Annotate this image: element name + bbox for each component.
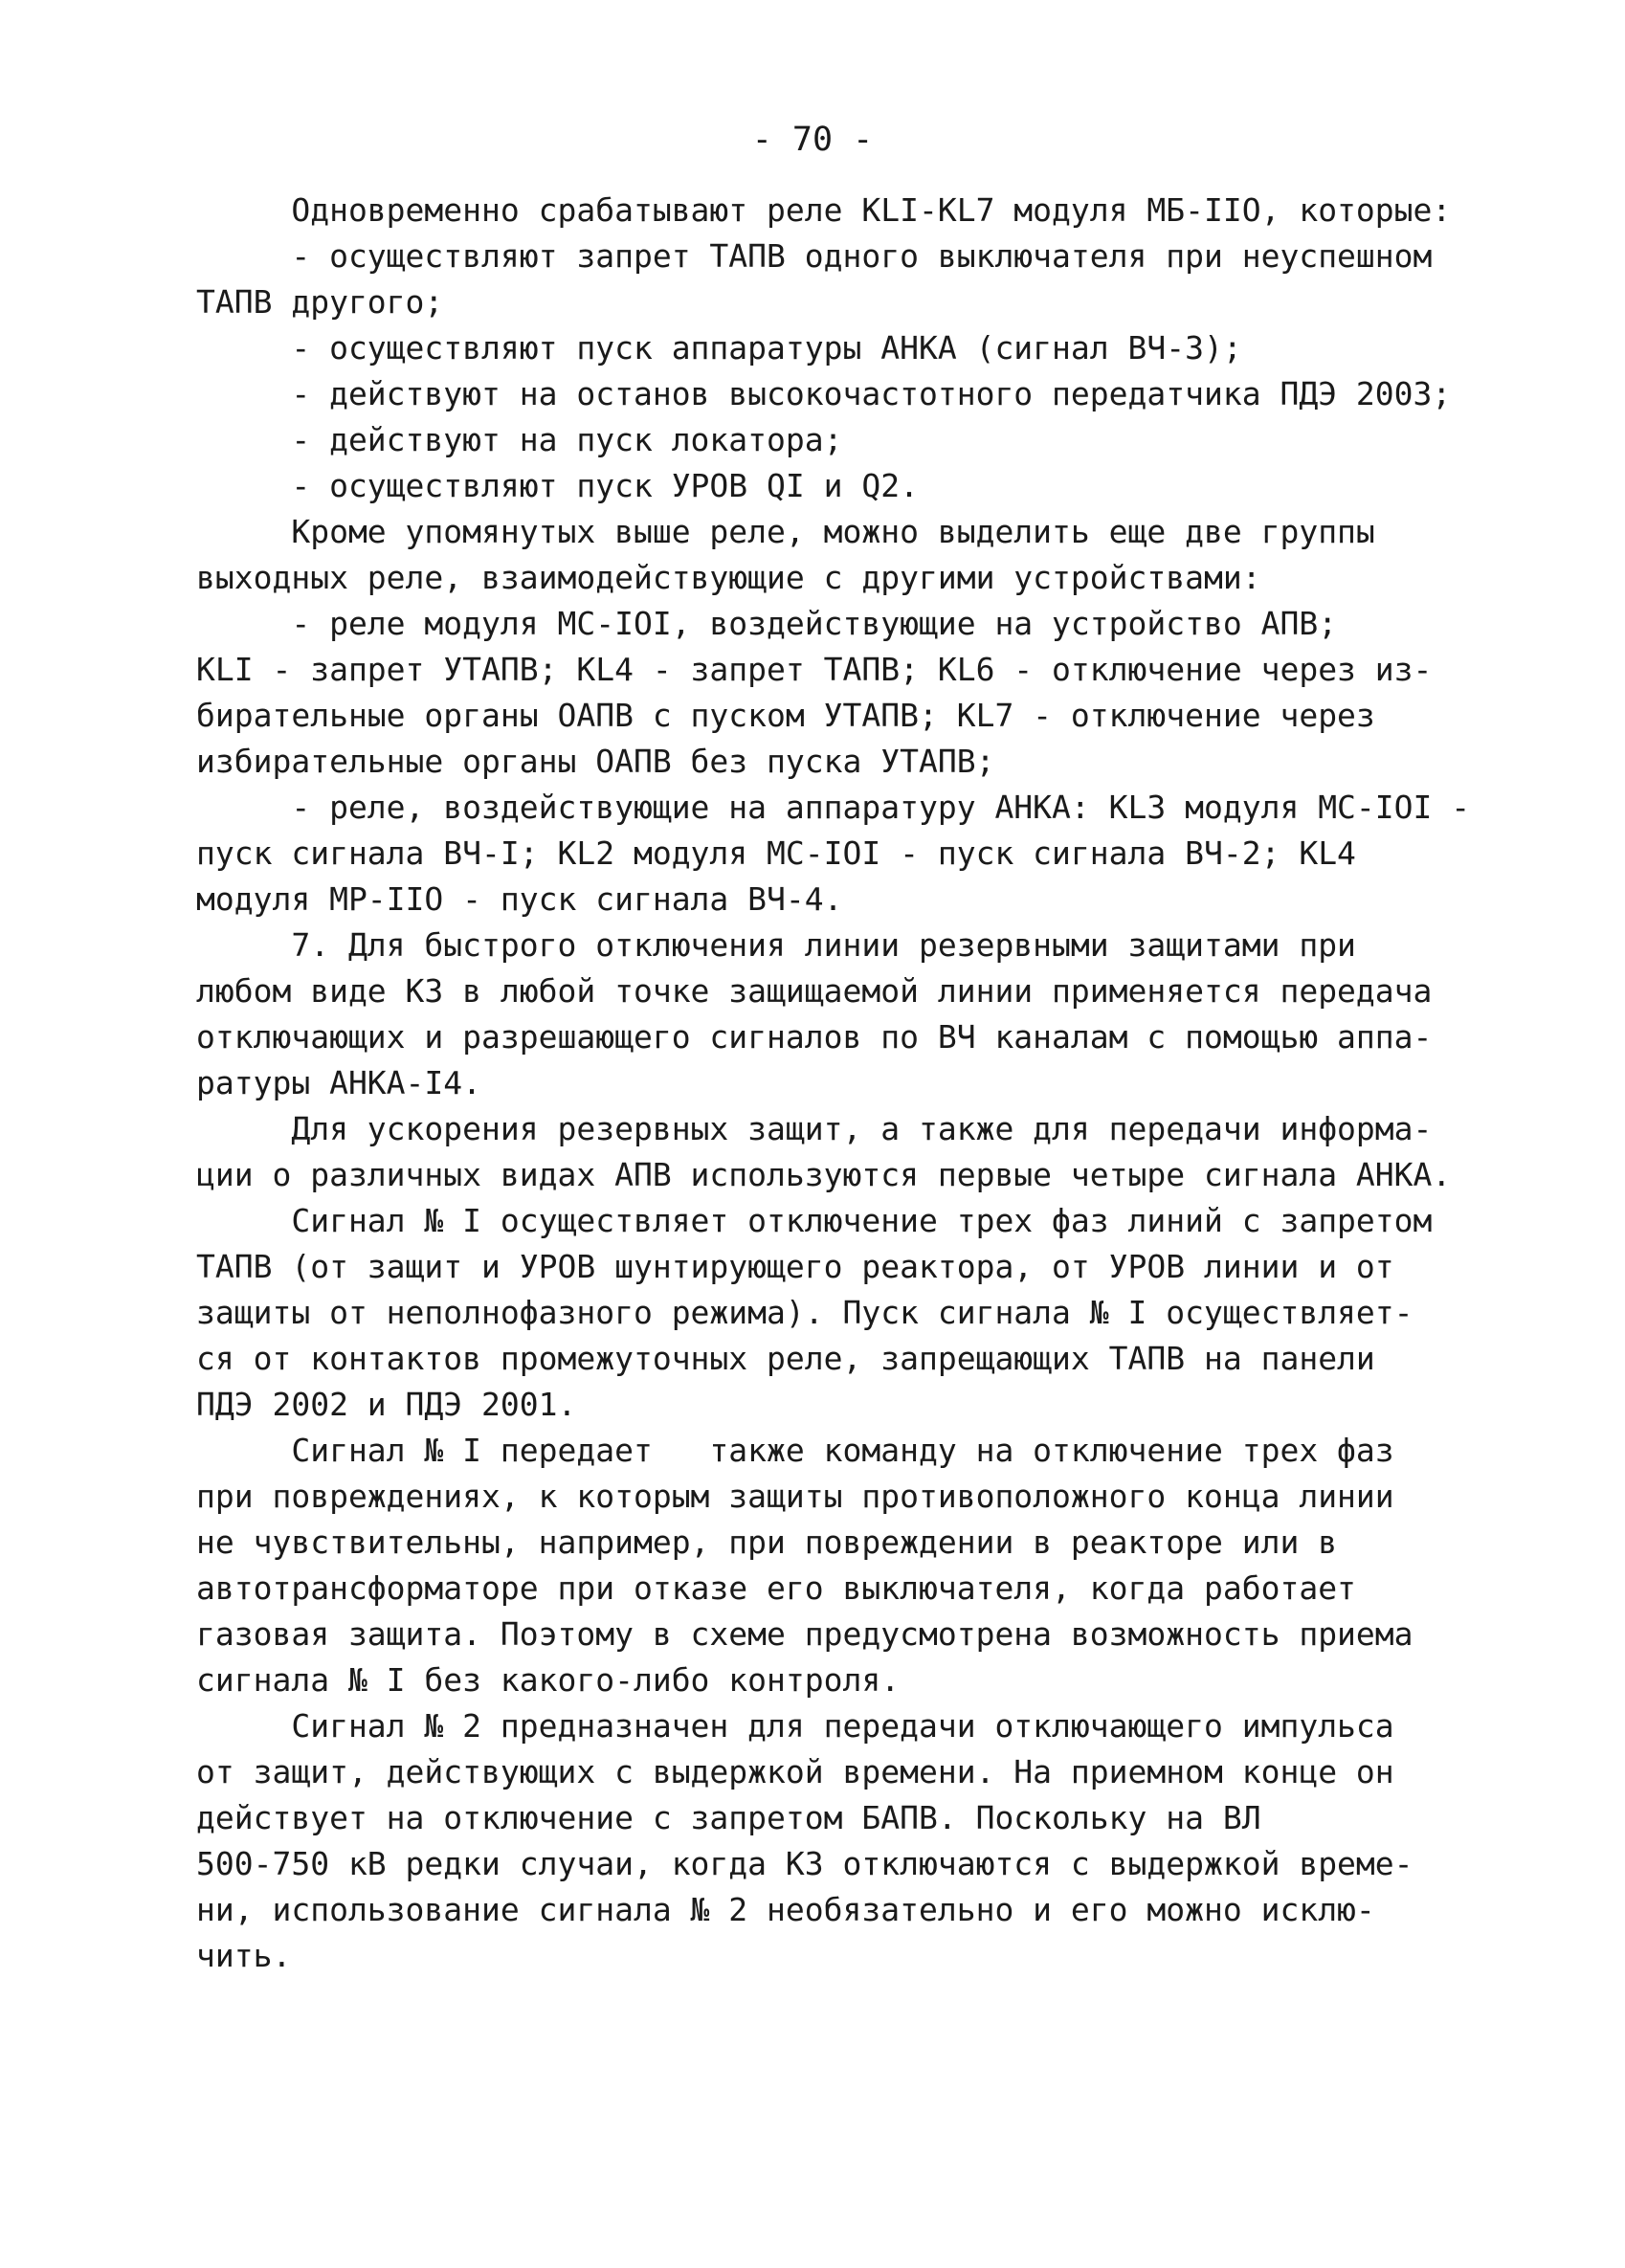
text-line: избирательные органы ОАПВ без пуска УТАПВ; [196,743,995,780]
text-line: Сигнал № I осуществляет отключение трех фаз линий с запретом [196,1202,1433,1239]
text-line: ТАПВ другого; [196,283,444,321]
text-line: - осуществляют запрет ТАПВ одного выключателя при неуспешном [196,237,1433,275]
text-line: Для ускорения резервных защит, а также для передачи информа- [196,1110,1433,1147]
text-line: - действуют на пуск локатора; [196,421,843,458]
text-line: Кроме упомянутых выше реле, можно выделить еще две группы [196,513,1375,550]
text-line: Сигнал № I передает также команду на отключение трех фаз [196,1432,1394,1469]
text-line: - действуют на останов высокочастотного передатчика ПДЭ 2003; [196,375,1452,412]
text-line: 500-750 кВ редки случаи, когда КЗ отключаются с выдержкой време- [196,1845,1414,1882]
text-line: чить. [196,1937,292,1974]
text-line: ратуры АНКА-I4. [196,1064,482,1101]
text-line: - реле, воздействующие на аппаратуру АНКА: KL3 модуля МС-IOI - [196,789,1471,826]
text-line: ТАПВ (от защит и УРОВ шунтирующего реактора, от УРОВ линии и от [196,1248,1394,1285]
text-line: любом виде КЗ в любой точке защищаемой линии применяется передача [196,972,1433,1010]
text-line: газовая защита. Поэтому в схеме предусмотрена возможность приема [196,1615,1414,1653]
text-line: Сигнал № 2 предназначен для передачи отключающего импульса [196,1707,1394,1745]
page-number: - 70 - [751,121,874,159]
text-line: не чувствительны, например, при повреждении в реакторе или в [196,1523,1338,1561]
text-line: ции о различных видах АПВ используются первые четыре сигнала АНКА. [196,1156,1452,1193]
text-line: ся от контактов промежуточных реле, запрещающих ТАПВ на панели [196,1340,1375,1377]
text-line: KLI - запрет УТАПВ; KL4 - запрет ТАПВ; KL6 - отключение через из- [196,651,1433,688]
text-line: ни, использование сигнала № 2 необязательно и его можно исклю- [196,1891,1375,1928]
text-line: - реле модуля МС-IOI, воздействующие на устройство АПВ; [196,605,1338,642]
text-line: пуск сигнала ВЧ-I; KL2 модуля МС-IOI - пуск сигнала ВЧ-2; KL4 [196,834,1356,872]
text-line: защиты от неполнофазного режима). Пуск сигнала № I осуществляет- [196,1294,1414,1331]
text-line: при повреждениях, к которым защиты противоположного конца линии [196,1478,1394,1515]
text-line: ПДЭ 2002 и ПДЭ 2001. [196,1386,577,1423]
text-line: от защит, действующих с выдержкой времени. На приемном конце он [196,1753,1394,1790]
text-line: - осуществляют пуск УРОВ QI и Q2. [196,467,919,504]
text-line: 7. Для быстрого отключения линии резервными защитами при [196,926,1356,964]
text-line: выходных реле, взаимодействующие с другими устройствами: [196,559,1261,596]
text-line: отключающих и разрешающего сигналов по ВЧ каналам с помощью аппа- [196,1018,1433,1056]
text-line: автотрансформаторе при отказе его выключателя, когда работает [196,1569,1356,1607]
text-line: модуля МР-IIO - пуск сигнала ВЧ-4. [196,880,843,918]
text-line: действует на отключение с запретом БАПВ. Поскольку на ВЛ [196,1799,1261,1836]
text-line: сигнала № I без какого-либо контроля. [196,1661,901,1699]
text-line: бирательные органы ОАПВ с пуском УТАПВ; KL7 - отключение через [196,697,1375,734]
body-text [196,188,1471,1979]
text-line: Одновременно срабатывают реле KLI-KL7 модуля МБ-IIO, которые: [196,191,1452,229]
text-line: - осуществляют пуск аппаратуры АНКА (сигнал ВЧ-3); [196,329,1242,367]
